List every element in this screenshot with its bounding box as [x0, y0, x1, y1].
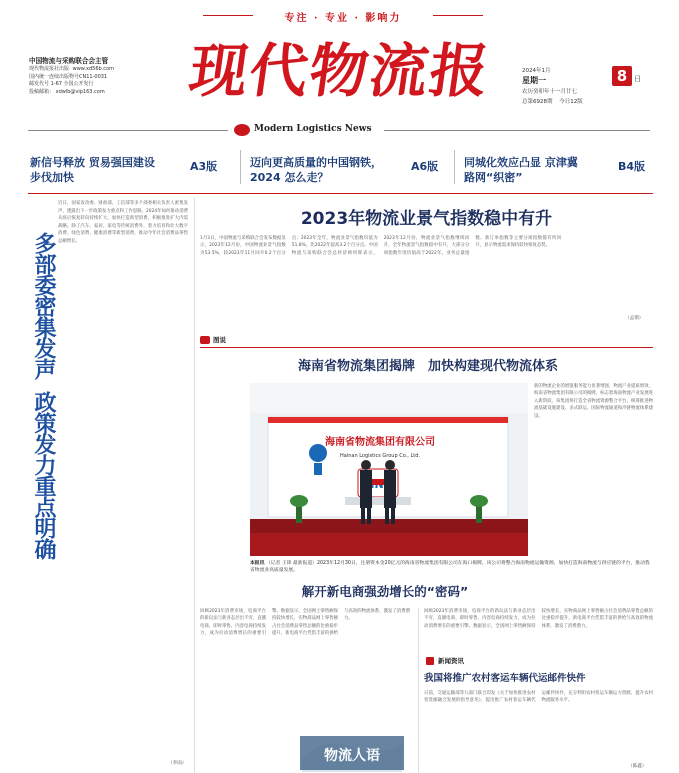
- slogan-rule-left: [203, 15, 253, 16]
- stamp-text: 物流人语: [324, 748, 380, 764]
- teaser-2[interactable]: [462, 146, 653, 188]
- photo-tag-rule: [200, 347, 653, 348]
- left-headline-part2: 政策发力重点明确: [31, 391, 56, 559]
- second-article-body: 回顾2023年消费市场，电商平台的新玩法与新业态层出不穷，直播电商、即时零售、内容电商持续发力，成为拉动消费增长的重要引擎。数据显示，全国网上零售额保持较快增长，实物商品网上零售额占社会消费品零售总额的比重稳步提升，新电商平台凭借丰富的供给与高效的物流体系，激发了消费潜力。: [200, 609, 410, 637]
- right-lower-top-body: 回顾2023年消费市场，电商平台的新玩法与新业态层出不穷，直播电商、即时零售、内容电商持续发力，成为拉动消费增长的重要引擎。数据显示，全国网上零售额保持较快增长，实物商品网上零售额占社会消费品零售总额的比重稳步提升，新电商平台凭借丰富的供给与高效的物流体系，激发了消费潜力。: [424, 609, 653, 629]
- site-url[interactable]: www.xd56b.com: [72, 66, 114, 72]
- email-label: 投稿邮箱：: [29, 88, 55, 95]
- left-headline-part1: 多部委密集发声: [31, 232, 56, 379]
- photo-headline: 海南省物流集团揭牌 加快构建现代物流体系: [297, 359, 558, 374]
- news-tag-icon: [426, 657, 434, 665]
- teaser-bottom-rule: [28, 193, 653, 194]
- teaser-0-page: A3版: [190, 160, 218, 173]
- teaser-divider-2: [454, 150, 455, 184]
- main-headline: 2023年物流业景气指数稳中有升: [300, 209, 553, 229]
- second-headline: 解开新电商强劲增长的“密码”: [301, 584, 469, 599]
- left-article-body: 近日，国家发改委、财政部、工信部等多个部委相关负责人密集发声，透露出下一步政策发力重点和工作思路。2024年如何推动消费从疫后恢复转向持续扩大，加快打造新型消费，积极推进扩大内需战略。除了汽车、家居、家电等传统消费外，着力培育和壮大数字消费、绿色消费、健康消费等新型消费，推动今年社会消费品零售总额增长。: [58, 201, 188, 244]
- news-tag-label: 新闻资讯: [438, 657, 464, 665]
- board-sub-text: Hainan Logistics Group Co., Ltd.: [340, 453, 420, 459]
- main-article-body: 1月3日，中国物流与采购联合会发布数据显示，2023年12月份，中国物流业景气指数为53.5%，较2023年11月回升0.2个百分点；2023年全年，物流业景气指数均值为51.8%，比2022年提高3.2个百分点。中国物流与采购联合会总经济师何辉表示，2023年12月份，物流业景气指数继续回升，全年物流景气指数稳中有升，大部分分项指数年度均值高于2022年。业务总量指数、新订单指数等主要分项指数都有所回升，显示物流需求保持较快恢复态势。: [200, 236, 562, 256]
- news-tag: [424, 654, 653, 668]
- sponsor-block: [29, 57, 169, 96]
- teaser-1-line2: 2024 怎么走？: [250, 171, 329, 184]
- event-photo: [250, 383, 528, 556]
- photo-caption: [250, 560, 653, 575]
- sponsor-line2: 现代物流报社出版: [29, 66, 70, 72]
- day-badge: [612, 66, 632, 86]
- teaser-2-page: B4版: [618, 160, 646, 173]
- stamp-box: [294, 688, 412, 772]
- stamp-illustration: [294, 688, 412, 772]
- day-suffix: 日: [634, 75, 641, 83]
- main-article-author: （孟彻）: [625, 316, 644, 321]
- photo-tag: [200, 334, 260, 346]
- event-photo-illustration: [250, 383, 528, 556]
- sponsor-line1: 中国物流与采购联合会主管: [29, 57, 109, 65]
- teaser-0-line2: 步伐加快: [30, 171, 74, 184]
- issue-total: 总第6928期: [522, 99, 553, 105]
- postal-line: 邮发代号 1-67 全国公开发行: [29, 81, 94, 87]
- slogan-rule-right: [433, 15, 483, 16]
- lower-column-divider: [418, 608, 419, 773]
- teaser-divider-1: [240, 150, 241, 184]
- third-article-body: 日前，交通运输部等九部门联合印发《关于加快推进农村客货邮融合发展的指导意见》，提出推广农村客运车辆代运邮件快件，充分利用农村客运车辆运力资源，提升农村物流服务水平。: [424, 691, 653, 704]
- left-article-author: （李雨）: [168, 761, 187, 766]
- left-column-divider: [194, 198, 195, 773]
- issn-line: 国内统一连续出版物号CN11-0031: [29, 73, 108, 80]
- teaser-2-line2: 路网“织密”: [464, 171, 523, 184]
- camera-icon: [200, 336, 210, 344]
- teaser-0-line1: 新信号释放 贸易强国建设: [30, 156, 155, 169]
- photo-caption-label: 本报讯: [250, 561, 265, 566]
- third-headline: 我国将推广农村客运车辆代运邮件快件: [424, 673, 586, 684]
- third-article-author: （陈鑫）: [628, 764, 647, 769]
- page-count: 今日12版: [559, 99, 583, 105]
- lunar-date: 农历癸卯年十一月廿七: [522, 89, 578, 95]
- board-main-text: 海南省物流集团有限公司: [325, 437, 435, 448]
- teaser-2-line1: 同城化效应凸显 京津冀: [464, 156, 578, 169]
- teaser-1-page: A6版: [411, 160, 439, 173]
- english-rule-left: [28, 130, 228, 131]
- english-title: Modern Logistics News: [254, 124, 372, 134]
- photo-caption-text: （记者 王锋 最新报道）2023年12月30日，注册资本金20亿元的海南省物流集团有限公司在海口揭牌。该公司将整合海南物流运输资源，加快打造海南物流与供应链的平台，推动我省物流业高质量发展。: [250, 561, 650, 574]
- date-block: [522, 66, 662, 110]
- photo-tag-label: 图说: [213, 336, 226, 344]
- newspaper-title: 现代物流报: [185, 37, 495, 105]
- teaser-1-line1: 迈向更高质量的中国钢铁，: [250, 156, 382, 169]
- year-month: 2024年1月: [522, 68, 551, 74]
- email-address[interactable]: xdwlb@vip163.com: [55, 88, 105, 95]
- slogan: 专注 · 专业 · 影响力: [284, 13, 402, 24]
- photo-side-body: 新的物流企业的增值服务能力显著增强，物流产业提质增效，海南省物流集团有限公司的揭牌，标志着海南物流产业发展进入新阶段，该集团将打造全省物流资源整合平台，统筹推进物流基础设施建设、多式联运、国际物流通道和冷链物流体系建设。: [534, 384, 653, 419]
- masthead: [0, 0, 679, 134]
- english-title-bar: [0, 124, 679, 138]
- teaser-1[interactable]: [248, 146, 448, 188]
- teaser-row: [28, 146, 653, 188]
- weekday: 星期一: [522, 76, 546, 85]
- left-headline: [30, 232, 54, 712]
- teaser-0[interactable]: [28, 146, 232, 188]
- day-number: 8: [616, 67, 628, 85]
- english-logo-icon: [234, 124, 250, 136]
- english-rule-right: [384, 130, 650, 131]
